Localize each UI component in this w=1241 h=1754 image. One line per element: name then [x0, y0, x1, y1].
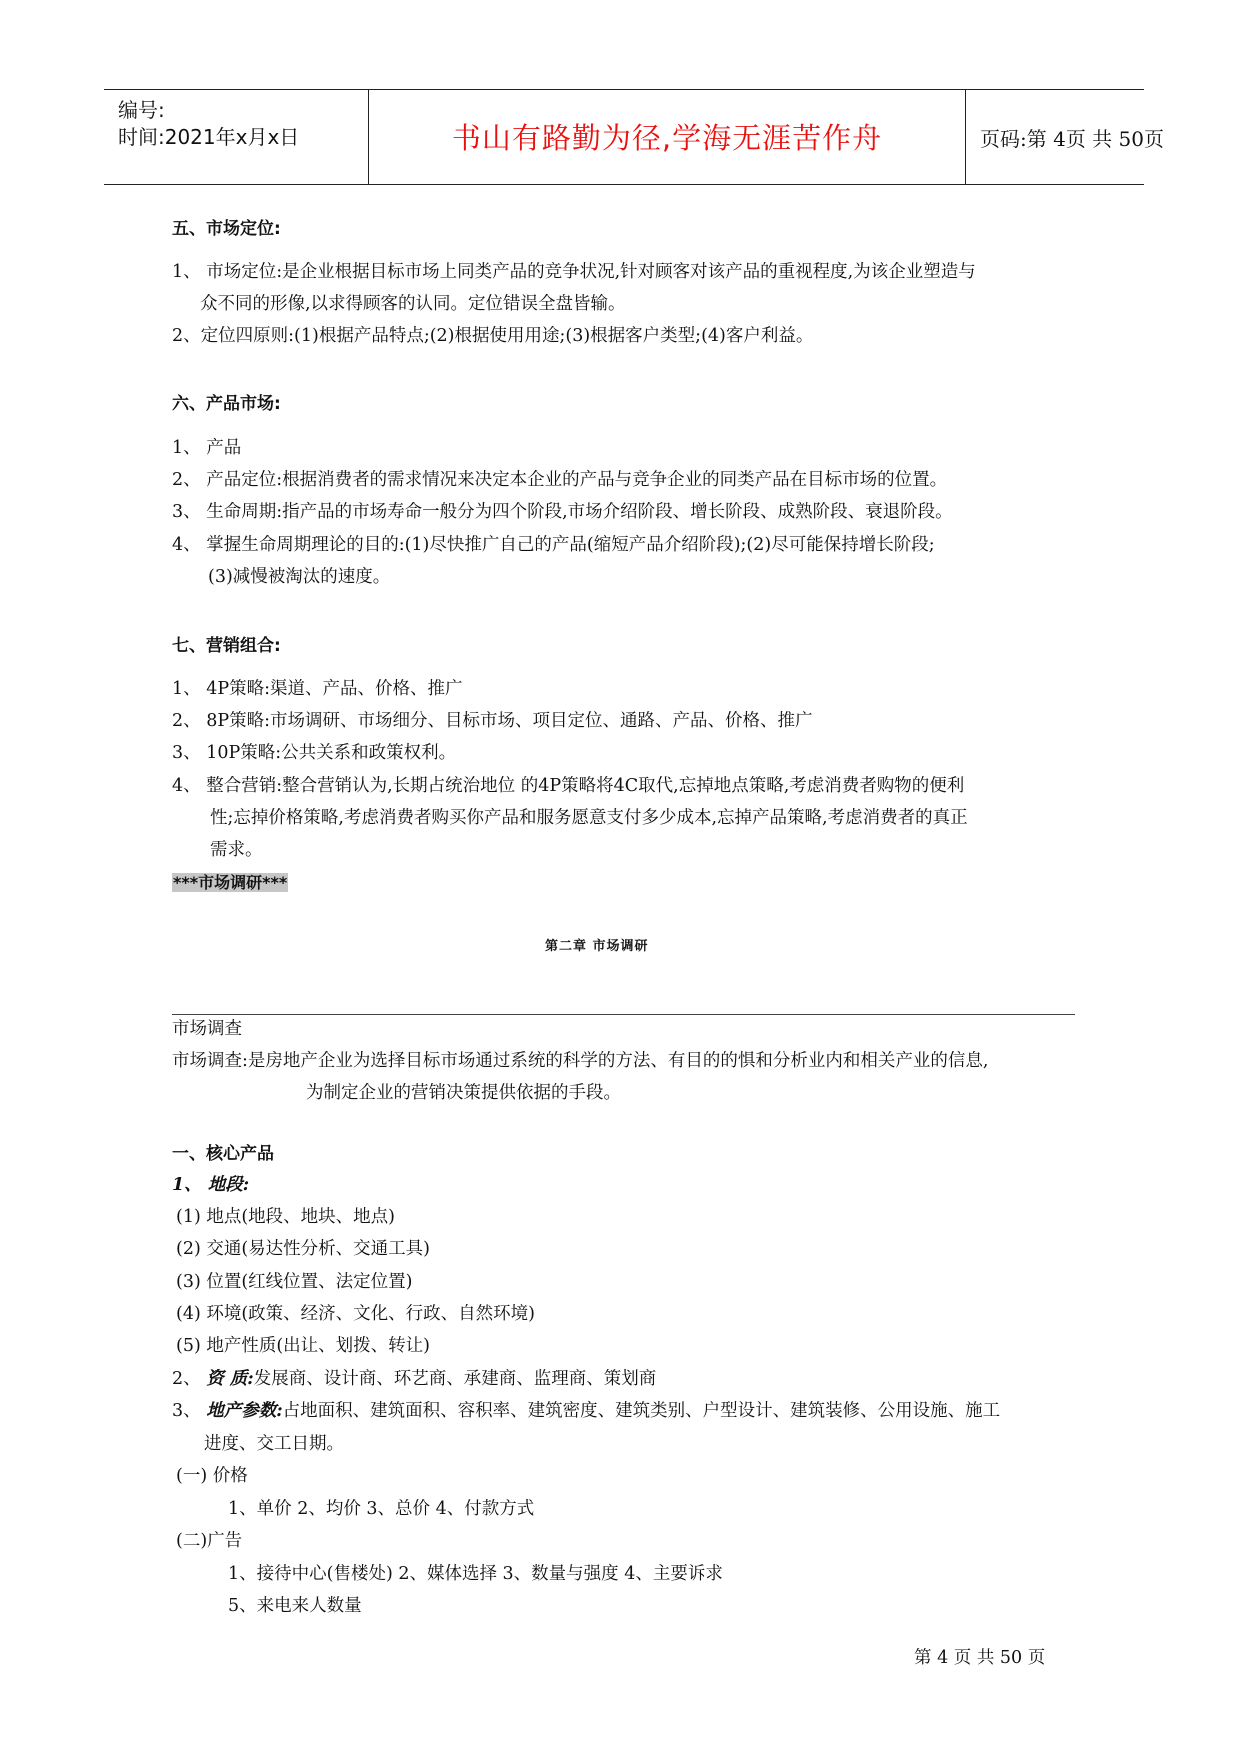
core-sub3-bold: 地产参数:	[206, 1401, 283, 1421]
section7-item3: 3、 10P策略:公共关系和政策权利。	[172, 743, 457, 763]
section6-item3: 3、 生命周期:指产品的市场寿命一般分为四个阶段,市场介绍阶段、增长阶段、成熟阶段、衰退阶段。	[172, 502, 953, 522]
core-item-1: (1) 地点(地段、地块、地点)	[176, 1207, 396, 1227]
section6-item4-line2: (3)减慢被淘汰的速度。	[208, 567, 391, 587]
ad-items-line1: 1、接待中心(售楼处) 2、媒体选择 3、数量与强度 4、主要诉求	[228, 1564, 723, 1584]
survey-definition-line1: 市场调查:是房地产企业为选择目标市场通过系统的科学的方法、有目的的惧和分析业内和相关产业的信息,	[172, 1051, 989, 1071]
core-sub2-bold: 资 质:	[206, 1369, 254, 1389]
serial-label: 编号:	[118, 98, 165, 122]
section7-item4-line1: 4、 整合营销:整合营销认为,长期占统治地位 的4P策略将4C取代,忘掉地点策略,考虑消费者购物的便利	[172, 776, 965, 796]
section5-title: 五、市场定位:	[172, 219, 281, 239]
section7-title: 七、营销组合:	[172, 636, 281, 656]
core-item-3: (3) 位置(红线位置、法定位置)	[176, 1272, 413, 1292]
core-sub3-label: 3、	[172, 1401, 207, 1421]
ad-title: (二)广告	[176, 1531, 243, 1551]
section7-item4-line2: 性;忘掉价格策略,考虑消费者购买你产品和服务愿意支付多少成本,忘掉产品策略,考虑消费者的真正	[210, 808, 968, 828]
core-item-5: (5) 地产性质(出让、划拨、转让)	[176, 1336, 431, 1356]
survey-heading: 市场调查	[172, 1019, 242, 1039]
page-footer: 第 4 页 共 50 页	[914, 1648, 1046, 1668]
chapter-marker	[172, 871, 288, 895]
header-page-cell	[966, 90, 1164, 184]
section5-p1-line1: 1、 市场定位:是企业根据目标市场上同类产品的竞争状况,针对顾客对该产品的重视程度,为该企业塑造与	[172, 262, 976, 282]
section6-item4-line1: 4、 掌握生命周期理论的目的:(1)尽快推广自己的产品(缩短产品介绍阶段);(2)尽可能保持增长阶段;	[172, 535, 935, 555]
header-page-info: 页码:第 4页 共 50页	[980, 127, 1164, 151]
core-sub2	[172, 1367, 656, 1391]
core-product-title: 一、核心产品	[172, 1144, 274, 1164]
core-sub3-text: 占地面积、建筑面积、容积率、建筑密度、建筑类别、户型设计、建筑装修、公用设施、施工	[282, 1401, 1001, 1421]
section7-item1: 1、 4P策略:渠道、产品、价格、推广	[172, 679, 463, 699]
section5-p2: 2、定位四原则:(1)根据产品特点;(2)根据使用用途;(3)根据客户类型;(4)客户利益。	[172, 326, 814, 346]
core-item-2: (2) 交通(易达性分析、交通工具)	[176, 1239, 431, 1259]
section6-item2: 2、 产品定位:根据消费者的需求情况来决定本企业的产品与竞争企业的同类产品在目标市场的位置。	[172, 470, 948, 490]
core-sub1-title: 1、 地段:	[172, 1175, 250, 1195]
section6-title: 六、产品市场:	[172, 394, 281, 414]
horizontal-rule	[172, 1014, 1075, 1015]
price-title: (一) 价格	[176, 1466, 248, 1486]
core-item-4: (4) 环境(政策、经济、文化、行政、自然环境)	[176, 1304, 536, 1324]
price-items: 1、单价 2、均价 3、总价 4、付款方式	[228, 1499, 535, 1519]
header-motto-cell	[369, 90, 966, 184]
chapter-title: 第二章 市场调研	[545, 939, 649, 954]
chapter-marker-text: ***市场调研***	[173, 873, 288, 892]
time-label: 时间:2021年x月x日	[118, 125, 300, 149]
core-sub2-label: 2、	[172, 1369, 207, 1389]
section7-item2: 2、 8P策略:市场调研、市场细分、目标市场、项目定位、通路、产品、价格、推广	[172, 711, 813, 731]
survey-definition-line2: 为制定企业的营销决策提供依据的手段。	[306, 1083, 621, 1103]
core-sub2-text: 发展商、设计商、环艺商、承建商、监理商、策划商	[253, 1369, 657, 1389]
header-meta-cell	[104, 90, 369, 184]
page-header	[104, 89, 1164, 185]
core-sub3-line2: 进度、交工日期。	[204, 1434, 344, 1454]
section7-item4-line3: 需求。	[210, 840, 263, 860]
section5-p1-line2: 众不同的形像,以求得顾客的认同。定位错误全盘皆输。	[200, 294, 626, 314]
ad-items-line2: 5、来电来人数量	[228, 1596, 362, 1616]
section6-item1: 1、 产品	[172, 438, 242, 458]
header-motto: 书山有路勤为径,学海无涯苦作舟	[451, 121, 883, 155]
core-sub3	[172, 1399, 1000, 1423]
